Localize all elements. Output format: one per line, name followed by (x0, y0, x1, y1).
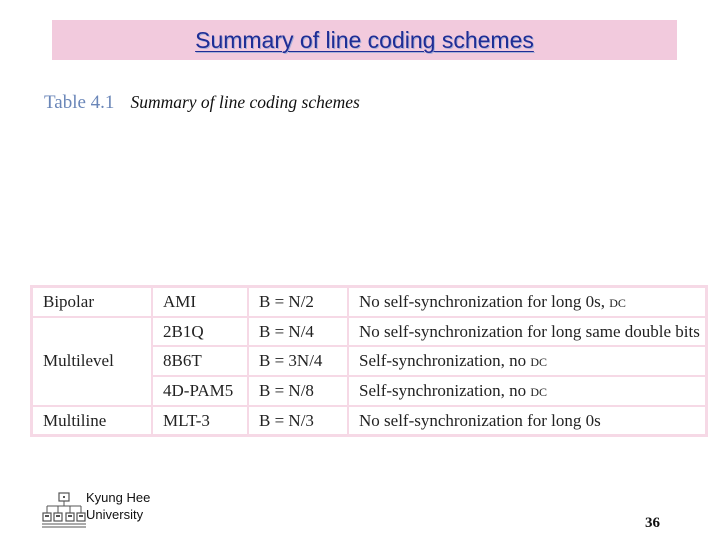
table-row (33, 407, 705, 435)
slide-title: Summary of line coding schemes (195, 27, 534, 53)
bandwidth-cell: B = N/4 (249, 318, 349, 348)
scheme-cell: MLT-3 (153, 407, 249, 435)
note-cell (349, 288, 705, 318)
table-row (33, 288, 705, 318)
scheme-cell: 2B1Q (153, 318, 249, 348)
category-cell: Bipolar (33, 288, 153, 318)
note-cell (349, 318, 705, 348)
table-number: Table 4.1 (44, 92, 115, 113)
note-cell (349, 407, 705, 435)
bandwidth-cell: B = N/2 (249, 288, 349, 318)
category-cell: Multiline (33, 407, 153, 435)
university-line1: Kyung Hee (86, 490, 151, 505)
university-logo-icon (42, 490, 86, 528)
university-line2: University (86, 506, 144, 522)
scheme-cell: AMI (153, 288, 249, 318)
line-coding-table-frame (30, 285, 708, 437)
scheme-cell: 4D-PAM5 (153, 377, 249, 407)
note-dc: DC (530, 384, 548, 399)
title-bar (52, 20, 677, 60)
bandwidth-cell: B = N/8 (249, 377, 349, 407)
note-cell (349, 347, 705, 377)
table-row (33, 318, 705, 348)
note-text: No self-synchronization for long 0s, (359, 291, 610, 311)
category-cell: Multilevel (33, 318, 153, 407)
line-coding-table (33, 288, 705, 434)
note-text: Self-synchronization, no (359, 351, 531, 371)
note-text: Self-synchronization, no (359, 380, 531, 400)
note-dc: DC (530, 355, 548, 370)
note-dc: DC (609, 295, 626, 310)
bandwidth-cell: B = 3N/4 (249, 347, 349, 377)
note-text: No self-synchronization for long 0s (359, 410, 601, 430)
bandwidth-cell: B = N/3 (249, 407, 349, 435)
note-cell (349, 377, 705, 407)
note-text: No self-synchronization for long same double bits (359, 321, 700, 341)
university-name (86, 490, 150, 523)
table-title: Summary of line coding schemes (130, 92, 360, 112)
page-number: 36 (645, 515, 660, 531)
table-caption (44, 92, 360, 114)
scheme-cell: 8B6T (153, 347, 249, 377)
